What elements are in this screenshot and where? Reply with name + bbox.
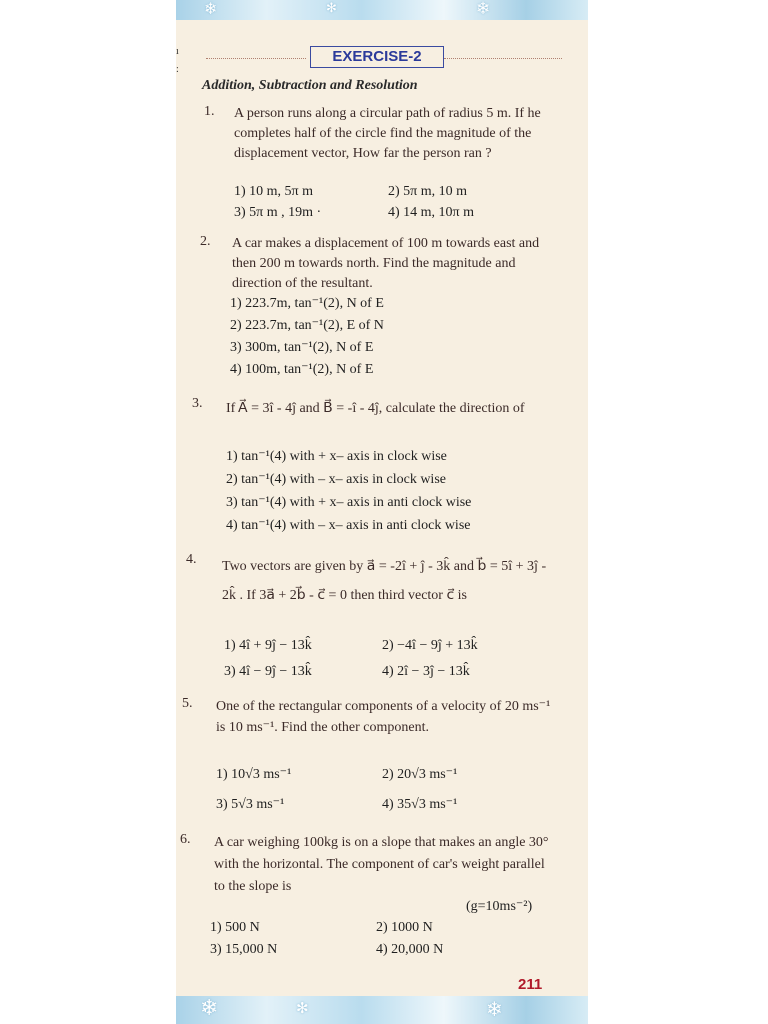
question-text: A car makes a displacement of 100 m towards east and then 200 m towards north. Find the magnitude and direction of the resultant. [232,236,540,291]
question-6 [180,832,564,966]
option-4: 4) 14 m, 10π m [388,205,475,220]
divider [444,58,562,59]
exercise-header [176,46,588,70]
snowflake-icon: ❄ [200,996,219,1021]
exercise-title: EXERCISE-2 [310,46,444,68]
question-1 [204,104,564,224]
option-3: 3) 5√3 ms⁻¹ [216,797,285,812]
divider [206,58,306,59]
option-1: 1) 10 m, 5π m [234,184,314,199]
question-text: If A⃗ = 3î - 4ĵ and B⃗ = -î - 4ĵ, calculate the direction of [226,401,525,416]
question-text: A person runs along a circular path of radius 5 m. If he completes half of the circle find the magnitude of the displacement vector, How far the person ran ? [234,106,541,161]
option-3: 3) 300m, tan⁻¹(2), N of E [230,340,374,355]
option-1: 1) tan⁻¹(4) with + x– axis in clock wise [226,449,447,464]
snowflake-icon: ❄ [204,0,218,18]
question-text: One of the rectangular components of a velocity of 20 ms⁻¹ is 10 ms⁻¹. Find the other component. [216,699,551,735]
page-number: 211 [518,976,543,993]
option-1: 1) 500 N [210,920,260,935]
option-1: 1) 4î + 9ĵ − 13k̂ [224,638,312,653]
option-4: 4) 35√3 ms⁻¹ [382,797,458,812]
option-2: 2) −4î − 9ĵ + 13k̂ [382,638,478,653]
question-3 [192,396,564,542]
margin-mark: : [176,64,179,75]
snowflake-icon: ✻ [296,999,309,1017]
option-2: 2) 223.7m, tan⁻¹(2), E of N [230,318,384,333]
option-2: 2) tan⁻¹(4) with – x– axis in clock wise [226,472,446,487]
question-4 [186,552,564,692]
question-number: 5. [182,696,193,711]
option-3: 3) tan⁻¹(4) with + x– axis in anti clock wise [226,495,472,510]
textbook-page [176,0,588,1024]
question-number: 1. [204,104,215,119]
option-3: 3) 4î − 9ĵ − 13k̂ [224,664,312,679]
decorative-top-border [176,0,588,20]
option-2: 2) 20√3 ms⁻¹ [382,767,458,782]
option-1: 1) 223.7m, tan⁻¹(2), N of E [230,296,384,311]
question-number: 4. [186,552,197,567]
option-3: 3) 15,000 N [210,942,278,957]
decorative-bottom-border [176,996,588,1024]
section-subheading: Addition, Subtraction and Resolution [202,78,418,93]
question-text: Two vectors are given by a⃗ = -2î + ĵ - 3k̂ and b⃗ = 5î + 3ĵ - 2k̂ . If 3a⃗ + 2b⃗ - c⃗ = 0 then third vector c⃗ is [222,559,547,603]
option-4: 4) 100m, tan⁻¹(2), N of E [230,362,374,377]
margin-mark: ı [176,46,179,57]
question-number: 2. [200,234,211,249]
option-2: 2) 1000 N [376,920,433,935]
snowflake-icon: ❄ [486,997,503,1021]
option-4: 4) 20,000 N [376,942,444,957]
option-4: 4) 2î − 3ĵ − 13k̂ [382,664,470,679]
option-2: 2) 5π m, 10 m [388,184,468,199]
option-3: 3) 5π m , 19m · [234,205,322,220]
question-2 [200,234,564,384]
option-4: 4) tan⁻¹(4) with – x– axis in anti clock wise [226,518,471,533]
snowflake-icon: ❄ [476,0,491,19]
option-1: 1) 10√3 ms⁻¹ [216,767,292,782]
question-5 [182,696,564,824]
question-text: A car weighing 100kg is on a slope that makes an angle 30° with the horizontal. The component of car's weight parallel to the slope is [214,835,549,894]
question-number: 6. [180,832,191,847]
question-number: 3. [192,396,203,411]
gravity-note: (g=10ms⁻²) [466,899,533,914]
snowflake-icon: ✻ [326,1,337,16]
